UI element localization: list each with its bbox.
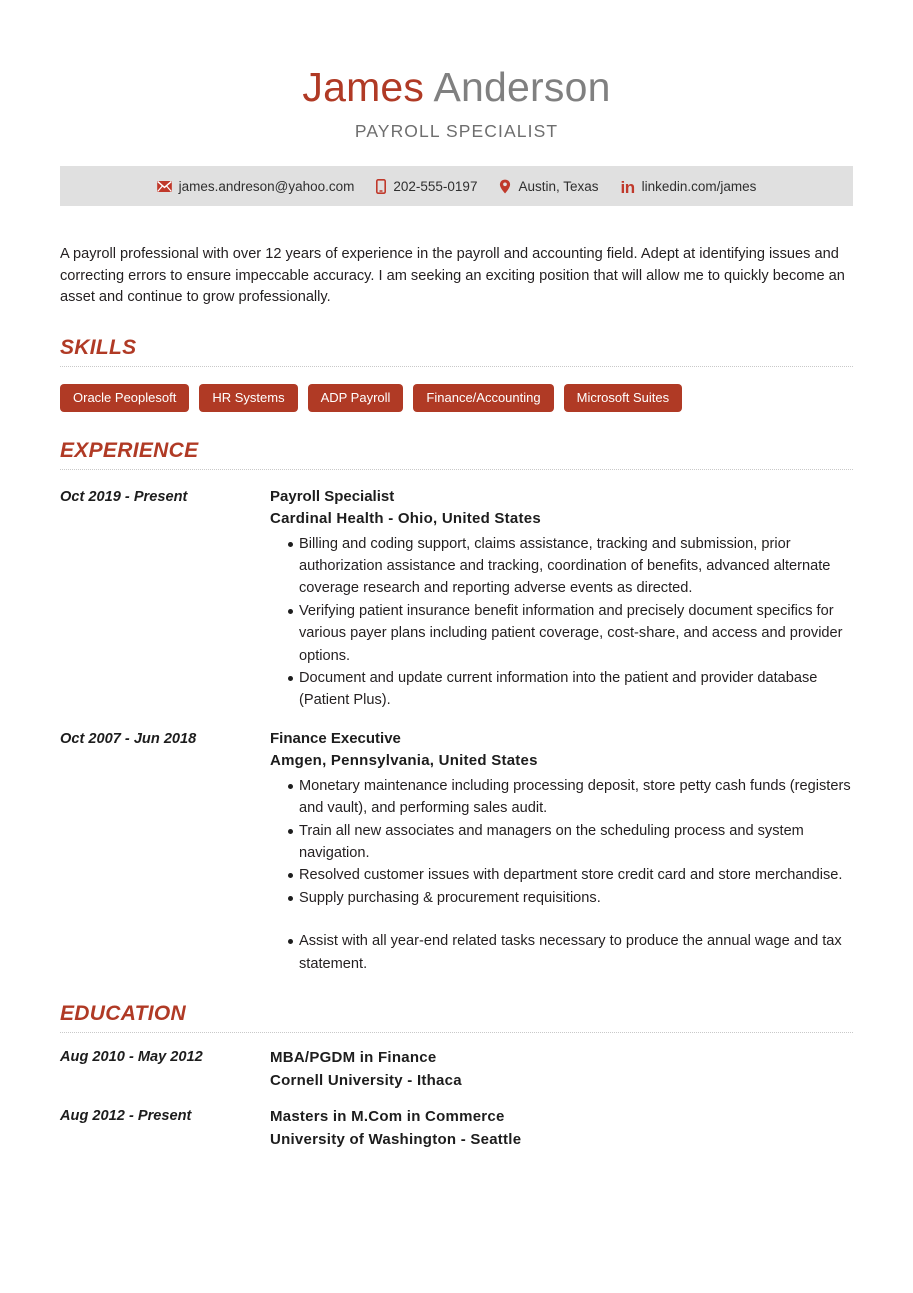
bullet-item: Monetary maintenance including processing deposit, store petty cash funds (registers and vault), and performing sales audit. <box>288 775 853 820</box>
contact-phone-text: 202-555-0197 <box>393 178 478 194</box>
skills-section <box>60 335 853 412</box>
contact-location-text: Austin, Texas <box>518 178 599 194</box>
education-entry <box>60 1047 853 1092</box>
experience-details <box>270 728 853 975</box>
education-section <box>60 1001 853 1151</box>
experience-entry <box>60 486 853 712</box>
experience-divider <box>60 469 853 470</box>
map-pin-icon <box>499 179 511 194</box>
contact-phone[interactable] <box>376 179 477 194</box>
skill-chip: Finance/Accounting <box>413 384 553 412</box>
experience-section-title: EXPERIENCE <box>60 438 199 462</box>
contact-email-text: james.andreson@yahoo.com <box>178 178 355 194</box>
experience-organization: Amgen, Pennsylvania, United States <box>270 751 538 769</box>
mobile-phone-icon <box>376 179 386 194</box>
contact-bar <box>60 166 853 206</box>
skill-chip: Microsoft Suites <box>564 384 682 412</box>
education-details <box>270 1047 853 1092</box>
education-dates: Aug 2012 - Present <box>60 1108 192 1124</box>
education-details <box>270 1106 853 1151</box>
education-dates: Aug 2010 - May 2012 <box>60 1049 203 1065</box>
professional-summary: A payroll professional with over 12 years of experience in the payroll and accounting field. Adept at identifying issues and correcting errors to ensure impeccable accuracy. I am seeking an exciting position that will allow me to quickly become an asset and continue to grow professionally. <box>60 246 845 305</box>
experience-role: Payroll Specialist <box>270 487 395 505</box>
education-school: University of Washington - Seattle <box>270 1130 522 1148</box>
bullet-item: Billing and coding support, claims assistance, tracking and submission, prior authorization assistance and tracking, coordination of benefits, advanced alternate coverage research and reporting adverse events as directed. <box>288 533 853 600</box>
envelope-icon <box>157 181 172 192</box>
experience-details <box>270 486 853 712</box>
education-entry <box>60 1106 853 1151</box>
skills-list <box>60 384 853 412</box>
contact-linkedin[interactable] <box>621 178 757 195</box>
contact-location[interactable] <box>499 179 598 194</box>
skills-section-title: SKILLS <box>60 335 137 359</box>
experience-dates: Oct 2019 - Present <box>60 488 188 505</box>
bullet-item: Verifying patient insurance benefit information and precisely document specifics for various payer plans including patient coverage, cost-share, and access and provider options. <box>288 600 853 667</box>
experience-entry <box>60 728 853 975</box>
skill-chip: ADP Payroll <box>308 384 404 412</box>
bullet-item: Document and update current information into the patient and provider database (Patient Plus). <box>288 667 853 712</box>
experience-role: Finance Executive <box>270 729 401 747</box>
education-school: Cornell University - Ithaca <box>270 1071 462 1089</box>
candidate-name <box>60 62 853 112</box>
experience-bullets <box>270 533 853 712</box>
education-divider <box>60 1032 853 1033</box>
bullet-item: Assist with all year-end related tasks necessary to produce the annual wage and tax statement. <box>288 930 853 975</box>
experience-section <box>60 438 853 976</box>
bullet-item: Train all new associates and managers on the scheduling process and system navigation. <box>288 820 853 865</box>
contact-linkedin-text: linkedin.com/james <box>641 178 757 194</box>
education-section-title: EDUCATION <box>60 1002 186 1025</box>
candidate-job-title: PAYROLL SPECIALIST <box>354 121 559 141</box>
experience-bullets <box>270 775 853 975</box>
linkedin-icon: in <box>620 177 635 197</box>
bullet-item: Supply purchasing & procurement requisitions. <box>288 887 853 909</box>
resume-header <box>60 0 853 142</box>
skills-divider <box>60 366 853 367</box>
skill-chip: Oracle Peoplesoft <box>60 384 189 412</box>
last-name: Anderson <box>433 64 611 110</box>
bullet-item: Resolved customer issues with department store credit card and store merchandise. <box>288 864 853 886</box>
first-name: James <box>302 64 425 110</box>
skill-chip: HR Systems <box>199 384 297 412</box>
experience-dates: Oct 2007 - Jun 2018 <box>60 730 197 747</box>
education-degree: MBA/PGDM in Finance <box>270 1049 437 1066</box>
education-degree: Masters in M.Com in Commerce <box>270 1108 505 1125</box>
experience-organization: Cardinal Health - Ohio, United States <box>270 509 541 527</box>
contact-email[interactable] <box>157 179 355 194</box>
